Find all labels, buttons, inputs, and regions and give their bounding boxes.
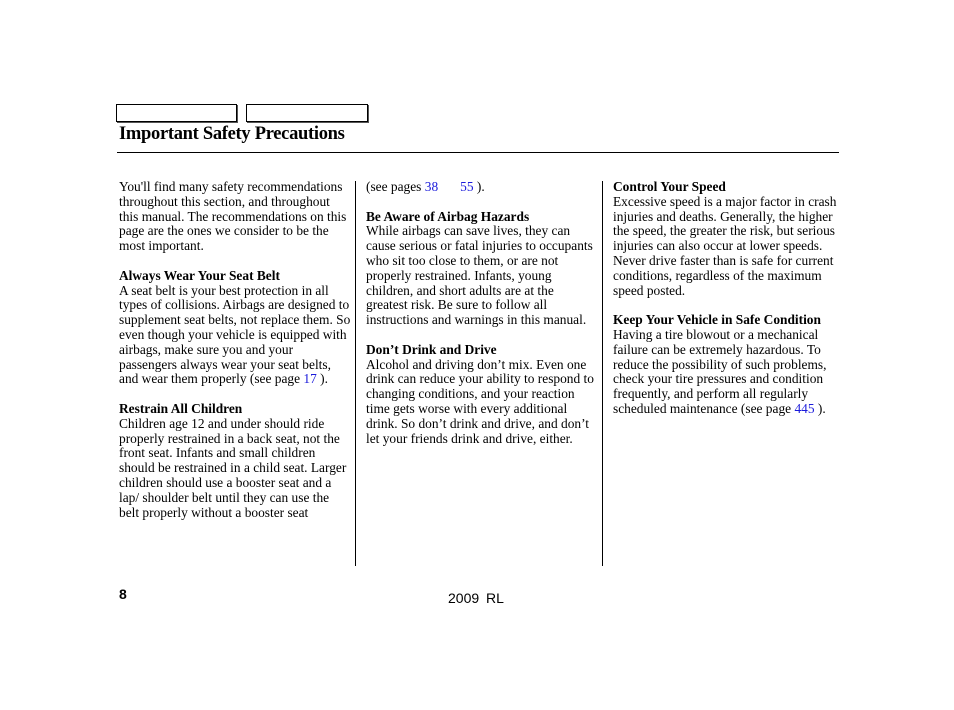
page-38-link[interactable]: 38 — [424, 179, 439, 194]
column-1 — [119, 180, 351, 520]
drink-drive-heading: Don’t Drink and Drive — [366, 341, 497, 357]
speed-paragraph: Excessive speed is a major factor in crash injuries and deaths. Generally, the higher the speed, the greater the risk, but serious injuries can also occur at lower speeds. Never drive faster than is safe for current conditions, regardless of the maximum speed posted. — [613, 193, 837, 298]
title-divider — [117, 152, 839, 153]
next-page-button[interactable] — [246, 104, 368, 122]
drink-drive-paragraph: Alcohol and driving don’t mix. Even one drink can reduce your ability to respond to changing conditions, and your reaction time gets worse with every additional drink. So don’t drink and drive, and don’t let your friends drink and drive, either. — [366, 356, 594, 446]
column-divider-2 — [602, 181, 603, 566]
intro-paragraph: You'll find many safety recommendations throughout this section, and throughout this manual. The recommendations on this page are the ones we consider to be the most important. — [119, 179, 347, 254]
page-55-link[interactable]: 55 — [460, 179, 474, 194]
children-heading: Restrain All Children — [119, 400, 243, 416]
airbag-heading: Be Aware of Airbag Hazards — [366, 208, 530, 224]
column-2 — [366, 180, 598, 446]
airbag-paragraph: While airbags can save lives, they can cause serious or fatal injuries to occupants who sit too close to them, or are not properly restrained. Infants, young children, and short adults are at the greatest risk. Be sure to follow all instructions and warnings in this manual. — [366, 223, 593, 328]
vehicle-condition-heading: Keep Your Vehicle in Safe Condition — [613, 312, 821, 328]
page-445-link[interactable]: 445 — [794, 400, 815, 416]
page-17-link[interactable]: 17 — [303, 371, 317, 387]
column-3 — [613, 180, 841, 417]
children-paragraph: Children age 12 and under should ride properly restrained in a back seat, not the front seat. Infants and small children should be restrained in a child seat. Larger children should use a booster seat and a lap/ shoulder belt until they can use the belt properly without a booster seat — [119, 415, 347, 520]
previous-page-button[interactable] — [116, 104, 237, 122]
speed-heading: Control Your Speed — [613, 179, 726, 194]
column-divider-1 — [355, 181, 356, 566]
seatbelt-paragraph: A seat belt is your best protection in all types of collisions. Airbags are designed to supplement seat belts, not replace them. So even though your vehicle is equipped with airbags, make sure you and your passengers always wear your seat belts, and wear them properly (see page 17 ). — [119, 282, 351, 387]
page-number: 8 — [119, 586, 127, 602]
seatbelt-heading: Always Wear Your Seat Belt — [119, 267, 280, 283]
page-title: Important Safety Precautions — [119, 124, 345, 144]
footer-model: 2009 RL — [448, 590, 504, 606]
vehicle-condition-paragraph: Having a tire blowout or a mechanical failure can be extremely hazardous. To reduce the possibility of such problems, check your tire pressures and condition frequently, and perform all regularly scheduled maintenance (see page 445 ). — [613, 326, 827, 416]
continuation-paragraph: (see pages 38 55 ). — [366, 179, 485, 194]
